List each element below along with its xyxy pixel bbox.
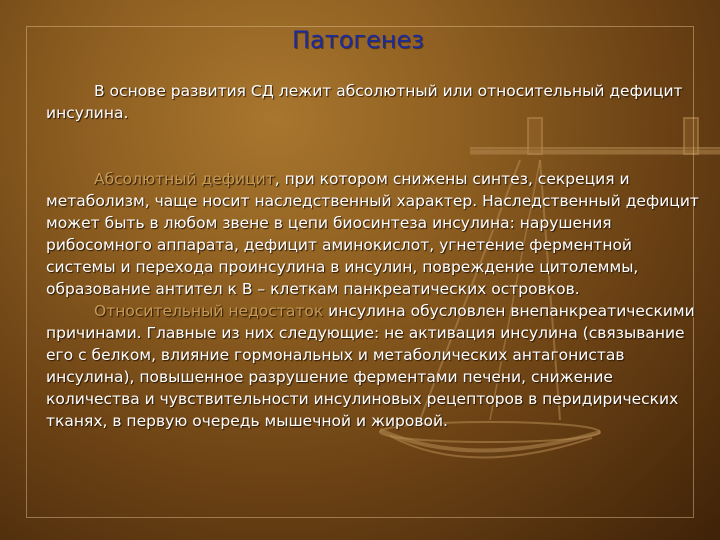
absolute-deficit-text: , при котором снижены синтез, секреция и метаболизм, чаще носит наследственный характер. Наследственный дефицит может быть в любом звене в цепи биосинтеза инсулина: нарушения рибосомного аппарата, дефицит аминокислот, угнетение ферментной системы и перехода проинсулина в инсулин, повреждение цитолеммы, образование антител к В – клеткам панкреатических островков. — [46, 170, 699, 298]
page-title: Патогенез — [291, 26, 424, 54]
relative-deficit-text: инсулина обусловлен внепанкреатическими причинами. Главные из них следующие: не активация инсулина (связывание его с белком, влияние гормональных и метаболических антагонистав инсулина), повышенное разрушение ферментами печени, снижение количества и чувствительности инсулиновых рецепторов в перидирических тканях, в первую очередь мышечной и жировой. — [46, 302, 695, 430]
paragraph-intro: В основе развития СД лежит абсолютный или относительный дефицит инсулина. — [46, 82, 683, 122]
paragraph-absolute-deficit — [46, 168, 700, 300]
relative-deficit-term: Относительный недостаток — [94, 302, 324, 320]
slide-body — [46, 80, 700, 432]
absolute-deficit-term: Абсолютный дефицит — [94, 170, 275, 188]
paragraph-relative-deficit — [46, 300, 700, 432]
